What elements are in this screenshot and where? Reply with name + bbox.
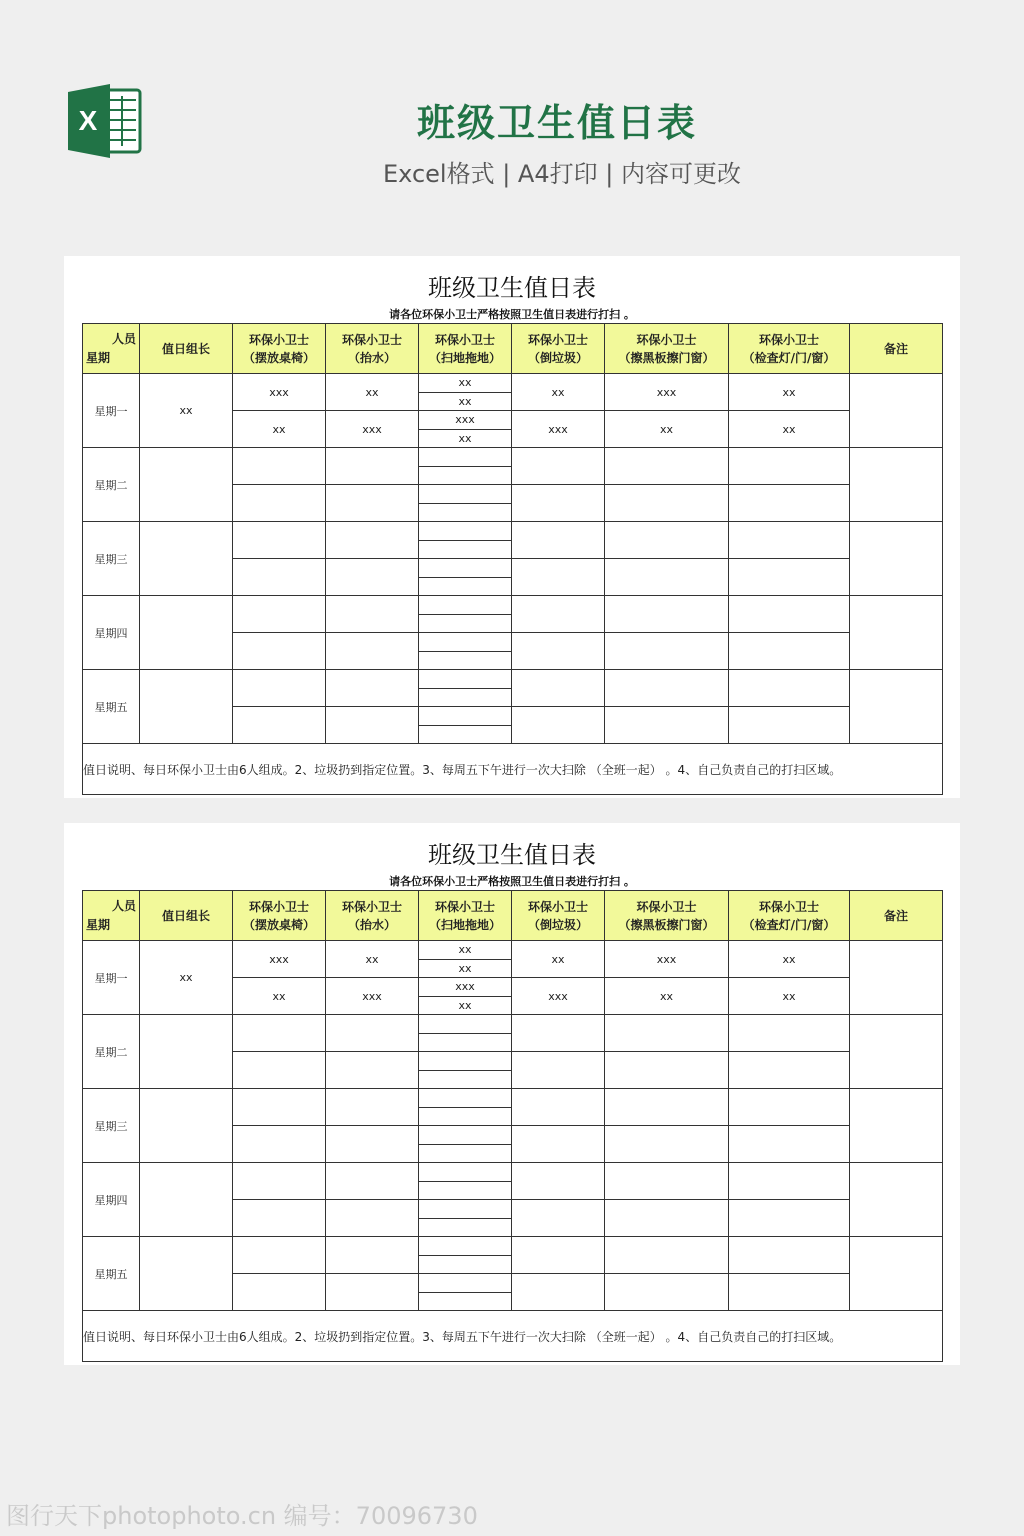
column-header-line: （摆放桌椅）: [242, 350, 315, 365]
notes-text: 、每日环保小卫士由6人组成。2、垃圾扔到指定位置。3、每周五下午进行一次大扫除 （全班一起） 。4、自己负责自己的打扫区域。: [131, 1329, 842, 1344]
column-header-line: 备注: [883, 908, 908, 923]
remarks-cell[interactable]: [850, 374, 943, 448]
desks-cell[interactable]: [233, 1126, 326, 1163]
notes-cell: [83, 1311, 943, 1362]
board-cell[interactable]: [605, 485, 729, 522]
column-header-line: 值日组长: [161, 341, 210, 356]
board-cell[interactable]: [605, 633, 729, 670]
column-header: [419, 324, 512, 374]
desks-cell[interactable]: [233, 596, 326, 633]
sweep-cell[interactable]: [419, 559, 512, 578]
corner-bottom-label: 星期: [86, 918, 111, 932]
check-cell[interactable]: xx: [729, 411, 850, 448]
trash-cell[interactable]: xx: [512, 374, 605, 411]
sweep-cell[interactable]: xx: [419, 392, 512, 411]
sweep-cell[interactable]: [419, 1292, 512, 1311]
column-header-line: 环保小卫士: [341, 899, 402, 914]
notes-row: [83, 744, 943, 795]
board-cell[interactable]: [605, 1052, 729, 1089]
water-cell[interactable]: xxx: [326, 978, 419, 1015]
sweep-cell[interactable]: [419, 522, 512, 541]
table-row: [83, 1163, 943, 1182]
board-cell[interactable]: xxx: [605, 941, 729, 978]
water-cell[interactable]: [326, 448, 419, 485]
sheet-note: 请各位环保小卫士严格按照卫生值日表进行打扫 。: [389, 308, 635, 321]
board-cell[interactable]: [605, 448, 729, 485]
trash-cell[interactable]: [512, 1274, 605, 1311]
day-label: 星期一: [83, 941, 140, 1015]
sweep-cell[interactable]: [419, 540, 512, 559]
column-header-line: 值日组长: [161, 908, 210, 923]
water-cell[interactable]: xxx: [326, 411, 419, 448]
check-cell[interactable]: [729, 707, 850, 744]
remarks-cell[interactable]: [850, 448, 943, 522]
column-header: [512, 891, 605, 941]
water-cell[interactable]: [326, 559, 419, 596]
trash-cell[interactable]: [512, 559, 605, 596]
sheet-title: 班级卫生值日表: [428, 841, 596, 869]
leader-cell[interactable]: [140, 670, 233, 744]
corner-header-cell: [83, 891, 140, 941]
desks-cell[interactable]: [233, 1274, 326, 1311]
desks-cell[interactable]: xxx: [233, 941, 326, 978]
trash-cell[interactable]: [512, 707, 605, 744]
column-header: [729, 324, 850, 374]
sweep-cell[interactable]: [419, 1200, 512, 1219]
water-cell[interactable]: [326, 670, 419, 707]
trash-cell[interactable]: [512, 448, 605, 485]
sweep-cell[interactable]: [419, 707, 512, 726]
check-cell[interactable]: [729, 1126, 850, 1163]
leader-cell[interactable]: xx: [140, 941, 233, 1015]
notes-text: 、每日环保小卫士由6人组成。2、垃圾扔到指定位置。3、每周五下午进行一次大扫除 （全班一起） 。4、自己负责自己的打扫区域。: [131, 762, 842, 777]
remarks-cell[interactable]: [850, 1237, 943, 1311]
notes-cell: [83, 744, 943, 795]
header-row: [83, 324, 943, 374]
corner-header-cell: [83, 324, 140, 374]
water-cell[interactable]: [326, 485, 419, 522]
board-cell[interactable]: [605, 1274, 729, 1311]
day-label: 星期三: [83, 522, 140, 596]
board-cell[interactable]: [605, 670, 729, 707]
sheet-note: 请各位环保小卫士严格按照卫生值日表进行打扫 。: [389, 875, 635, 888]
trash-cell[interactable]: [512, 1200, 605, 1237]
column-header: [140, 891, 233, 941]
sweep-cell[interactable]: [419, 1070, 512, 1089]
day-label: 星期二: [83, 448, 140, 522]
leader-cell[interactable]: [140, 522, 233, 596]
table-row: [83, 374, 943, 393]
leader-cell[interactable]: [140, 1163, 233, 1237]
sweep-cell[interactable]: [419, 1052, 512, 1071]
check-cell[interactable]: xx: [729, 941, 850, 978]
leader-cell[interactable]: [140, 448, 233, 522]
desks-cell[interactable]: [233, 1163, 326, 1200]
check-cell[interactable]: [729, 1052, 850, 1089]
column-header-line: （抬水）: [347, 917, 396, 932]
check-cell[interactable]: [729, 448, 850, 485]
board-cell[interactable]: [605, 1089, 729, 1126]
sweep-cell[interactable]: [419, 1163, 512, 1182]
board-cell[interactable]: [605, 707, 729, 744]
table-row: [83, 448, 943, 467]
column-header-line: （检查灯/门/窗）: [742, 917, 836, 932]
desks-cell[interactable]: [233, 1200, 326, 1237]
trash-cell[interactable]: [512, 1015, 605, 1052]
check-cell[interactable]: [729, 522, 850, 559]
column-header-line: （擦黑板擦门窗）: [618, 350, 715, 365]
check-cell[interactable]: xx: [729, 978, 850, 1015]
column-header: [605, 891, 729, 941]
water-cell[interactable]: [326, 1126, 419, 1163]
duty-table: [82, 890, 943, 1362]
board-cell[interactable]: xx: [605, 411, 729, 448]
table-row: [83, 596, 943, 615]
sweep-cell[interactable]: [419, 596, 512, 615]
check-cell[interactable]: [729, 1237, 850, 1274]
desks-cell[interactable]: xxx: [233, 374, 326, 411]
sweep-cell[interactable]: [419, 1144, 512, 1163]
trash-cell[interactable]: [512, 522, 605, 559]
column-header-line: 环保小卫士: [248, 899, 309, 914]
column-header: [326, 891, 419, 941]
sweep-cell[interactable]: xx: [419, 429, 512, 448]
trash-cell[interactable]: [512, 1052, 605, 1089]
board-cell[interactable]: [605, 596, 729, 633]
water-cell[interactable]: [326, 1237, 419, 1274]
column-header: [729, 891, 850, 941]
page-title: 班级卫生值日表: [416, 101, 697, 145]
remarks-cell[interactable]: [850, 941, 943, 1015]
board-cell[interactable]: [605, 1163, 729, 1200]
water-cell[interactable]: [326, 1200, 419, 1237]
sweep-cell[interactable]: xx: [419, 959, 512, 978]
board-cell[interactable]: xxx: [605, 374, 729, 411]
water-cell[interactable]: xx: [326, 374, 419, 411]
watermark: 图行天下photophoto.cn 编号：70096730: [6, 1502, 478, 1530]
water-cell[interactable]: [326, 1274, 419, 1311]
sweep-cell[interactable]: [419, 503, 512, 522]
column-header-line: 环保小卫士: [758, 899, 819, 914]
remarks-cell[interactable]: [850, 1089, 943, 1163]
sweep-cell[interactable]: [419, 485, 512, 504]
svg-text:X: X: [78, 105, 98, 136]
check-cell[interactable]: [729, 485, 850, 522]
check-cell[interactable]: [729, 1200, 850, 1237]
day-label: 星期四: [83, 596, 140, 670]
leader-cell[interactable]: xx: [140, 374, 233, 448]
remarks-cell[interactable]: [850, 1015, 943, 1089]
desks-cell[interactable]: [233, 485, 326, 522]
trash-cell[interactable]: xxx: [512, 411, 605, 448]
leader-cell[interactable]: [140, 1089, 233, 1163]
trash-cell[interactable]: [512, 1126, 605, 1163]
column-header-line: （摆放桌椅）: [242, 917, 315, 932]
remarks-cell[interactable]: [850, 670, 943, 744]
sweep-cell[interactable]: [419, 1033, 512, 1052]
check-cell[interactable]: [729, 596, 850, 633]
sweep-cell[interactable]: xx: [419, 941, 512, 960]
day-label: 星期四: [83, 1163, 140, 1237]
desks-cell[interactable]: xx: [233, 978, 326, 1015]
desks-cell[interactable]: [233, 670, 326, 707]
sweep-cell[interactable]: [419, 1015, 512, 1034]
column-header-line: （抬水）: [347, 350, 396, 365]
trash-cell[interactable]: [512, 633, 605, 670]
page-subtitle: Excel格式 | A4打印 | 内容可更改: [383, 160, 741, 188]
day-label: 星期三: [83, 1089, 140, 1163]
duty-table: [82, 323, 943, 795]
column-header-line: （擦黑板擦门窗）: [618, 917, 715, 932]
column-header: [326, 324, 419, 374]
column-header-line: 环保小卫士: [758, 332, 819, 347]
water-cell[interactable]: [326, 633, 419, 670]
water-cell[interactable]: [326, 596, 419, 633]
column-header-line: 环保小卫士: [527, 332, 588, 347]
day-label: 星期五: [83, 1237, 140, 1311]
sweep-cell[interactable]: xxx: [419, 978, 512, 997]
column-header: [140, 324, 233, 374]
sheet-title: 班级卫生值日表: [428, 274, 596, 302]
column-header: [512, 324, 605, 374]
water-cell[interactable]: [326, 1015, 419, 1052]
sweep-cell[interactable]: [419, 1218, 512, 1237]
check-cell[interactable]: [729, 559, 850, 596]
check-cell[interactable]: [729, 633, 850, 670]
remarks-cell[interactable]: [850, 522, 943, 596]
trash-cell[interactable]: [512, 1163, 605, 1200]
header-row: [83, 891, 943, 941]
column-header-line: （倒垃圾）: [527, 917, 588, 932]
water-cell[interactable]: [326, 522, 419, 559]
sweep-cell[interactable]: [419, 1107, 512, 1126]
sweep-cell[interactable]: [419, 577, 512, 596]
sweep-cell[interactable]: xx: [419, 374, 512, 393]
column-header-line: 备注: [883, 341, 908, 356]
sweep-cell[interactable]: [419, 1181, 512, 1200]
desks-cell[interactable]: [233, 633, 326, 670]
board-cell[interactable]: [605, 559, 729, 596]
column-header-line: （扫地拖地）: [428, 917, 501, 932]
day-label: 星期五: [83, 670, 140, 744]
table-row: [83, 1237, 943, 1256]
notes-label: 值日说明: [83, 762, 132, 777]
column-header: [233, 891, 326, 941]
board-cell[interactable]: [605, 522, 729, 559]
water-cell[interactable]: [326, 1089, 419, 1126]
column-header: [850, 324, 943, 374]
trash-cell[interactable]: xx: [512, 941, 605, 978]
column-header-line: 环保小卫士: [248, 332, 309, 347]
day-label: 星期一: [83, 374, 140, 448]
remarks-cell[interactable]: [850, 596, 943, 670]
board-cell[interactable]: [605, 1200, 729, 1237]
sweep-cell[interactable]: [419, 651, 512, 670]
column-header-line: 环保小卫士: [341, 332, 402, 347]
desks-cell[interactable]: [233, 448, 326, 485]
desks-cell[interactable]: [233, 1089, 326, 1126]
trash-cell[interactable]: [512, 596, 605, 633]
water-cell[interactable]: xx: [326, 941, 419, 978]
board-cell[interactable]: [605, 1126, 729, 1163]
desks-cell[interactable]: [233, 1052, 326, 1089]
duty-sheet-1: [64, 256, 960, 798]
sweep-cell[interactable]: [419, 725, 512, 744]
trash-cell[interactable]: [512, 485, 605, 522]
column-header-line: 环保小卫士: [434, 332, 495, 347]
trash-cell[interactable]: [512, 1089, 605, 1126]
duty-sheet-2: [64, 823, 960, 1365]
check-cell[interactable]: [729, 1089, 850, 1126]
board-cell[interactable]: [605, 1015, 729, 1052]
table-row: [83, 522, 943, 541]
check-cell[interactable]: [729, 1163, 850, 1200]
sweep-cell[interactable]: [419, 670, 512, 689]
column-header: [605, 324, 729, 374]
check-cell[interactable]: xx: [729, 374, 850, 411]
column-header: [419, 891, 512, 941]
sweep-cell[interactable]: [419, 1089, 512, 1108]
day-label: 星期二: [83, 1015, 140, 1089]
board-cell[interactable]: [605, 1237, 729, 1274]
trash-cell[interactable]: [512, 1237, 605, 1274]
column-header: [850, 891, 943, 941]
sweep-cell[interactable]: [419, 1274, 512, 1293]
column-header-line: 环保小卫士: [636, 899, 697, 914]
sweep-cell[interactable]: [419, 614, 512, 633]
notes-row: [83, 1311, 943, 1362]
desks-cell[interactable]: [233, 559, 326, 596]
desks-cell[interactable]: [233, 1015, 326, 1052]
check-cell[interactable]: [729, 1015, 850, 1052]
column-header-line: （检查灯/门/窗）: [742, 350, 836, 365]
desks-cell[interactable]: [233, 522, 326, 559]
desks-cell[interactable]: [233, 707, 326, 744]
table-row: [83, 670, 943, 689]
trash-cell[interactable]: xxx: [512, 978, 605, 1015]
desks-cell[interactable]: [233, 1237, 326, 1274]
sweep-cell[interactable]: [419, 448, 512, 467]
column-header-line: 环保小卫士: [527, 899, 588, 914]
leader-cell[interactable]: [140, 1237, 233, 1311]
remarks-cell[interactable]: [850, 1163, 943, 1237]
check-cell[interactable]: [729, 670, 850, 707]
desks-cell[interactable]: xx: [233, 411, 326, 448]
sweep-cell[interactable]: [419, 688, 512, 707]
board-cell[interactable]: xx: [605, 978, 729, 1015]
water-cell[interactable]: [326, 1052, 419, 1089]
sweep-cell[interactable]: [419, 1255, 512, 1274]
column-header: [233, 324, 326, 374]
sweep-cell[interactable]: [419, 633, 512, 652]
column-header-line: 环保小卫士: [434, 899, 495, 914]
sweep-cell[interactable]: xxx: [419, 411, 512, 430]
leader-cell[interactable]: [140, 596, 233, 670]
column-header-line: （倒垃圾）: [527, 350, 588, 365]
sweep-cell[interactable]: [419, 1126, 512, 1145]
corner-bottom-label: 星期: [86, 351, 111, 365]
water-cell[interactable]: [326, 1163, 419, 1200]
table-row: [83, 941, 943, 960]
corner-top-label: 人员: [111, 332, 136, 346]
notes-label: 值日说明: [83, 1329, 132, 1344]
water-cell[interactable]: [326, 707, 419, 744]
sweep-cell[interactable]: xx: [419, 996, 512, 1015]
table-row: [83, 1089, 943, 1108]
leader-cell[interactable]: [140, 1015, 233, 1089]
table-row: [83, 1015, 943, 1034]
check-cell[interactable]: [729, 1274, 850, 1311]
trash-cell[interactable]: [512, 670, 605, 707]
sweep-cell[interactable]: [419, 466, 512, 485]
column-header-line: 环保小卫士: [636, 332, 697, 347]
corner-top-label: 人员: [111, 899, 136, 913]
column-header-line: （扫地拖地）: [428, 350, 501, 365]
sweep-cell[interactable]: [419, 1237, 512, 1256]
